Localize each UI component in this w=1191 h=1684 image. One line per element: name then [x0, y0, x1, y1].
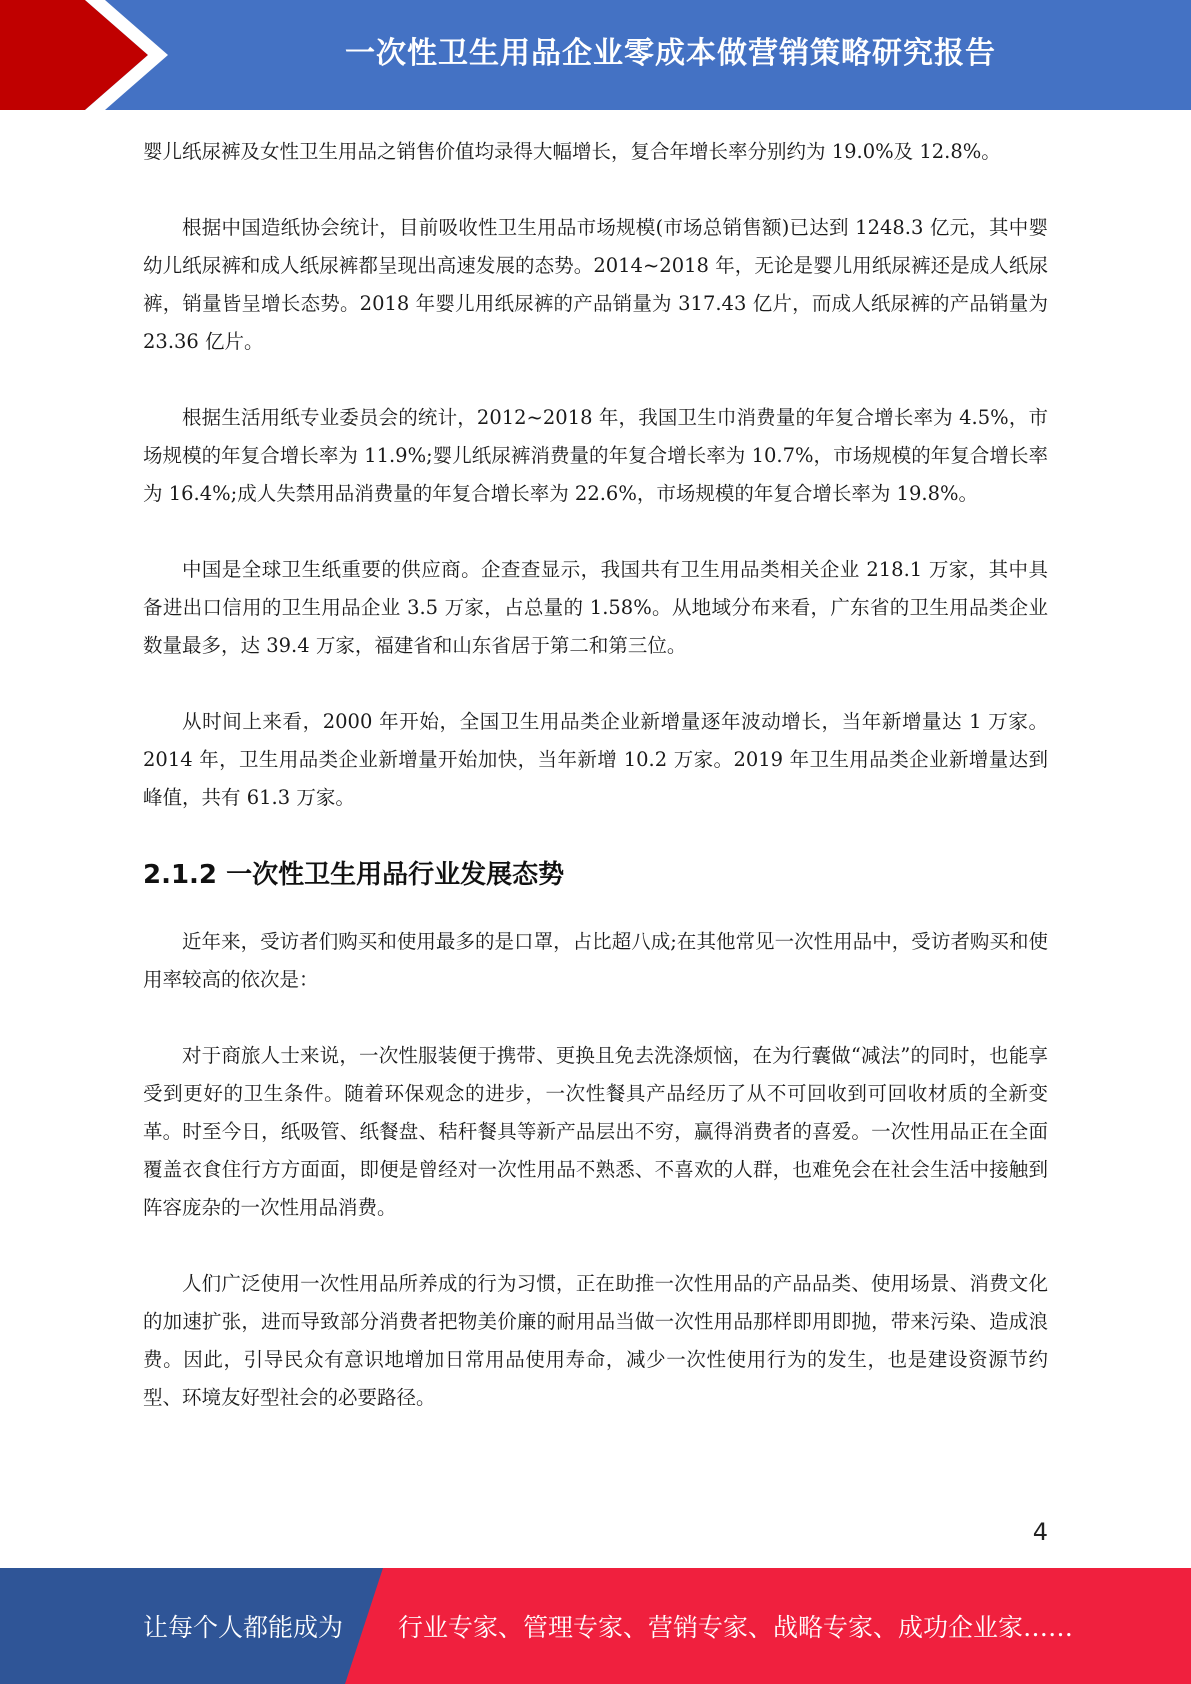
paragraph: 婴儿纸尿裤及女性卫生用品之销售价值均录得大幅增长，复合年增长率分别约为 19.0%及 12.8%。: [143, 140, 1001, 163]
page-footer: [0, 1568, 1191, 1684]
paragraph: 中国是全球卫生纸重要的供应商。企查查显示，我国共有卫生用品类相关企业 218.1 万家，其中具备进出口信用的卫生用品企业 3.5 万家，占总量的 1.58%。从地域分布来看，广东省的卫生用品类企业数量最多，达 39.4 万家，福建省和山东省居于第二和第三位。: [143, 558, 1048, 657]
paragraph: 根据中国造纸协会统计，目前吸收性卫生用品市场规模(市场总销售额)已达到 1248.3 亿元，其中婴幼儿纸尿裤和成人纸尿裤都呈现出高速发展的态势。2014~2018 年，无论是婴儿用纸尿裤还是成人纸尿裤，销量皆呈增长态势。2018 年婴儿用纸尿裤的产品销量为 317.43 亿片，而成人纸尿裤的产品销量为 23.36 亿片。: [143, 216, 1048, 353]
paragraph: 根据生活用纸专业委员会的统计，2012~2018 年，我国卫生巾消费量的年复合增长率为 4.5%，市场规模的年复合增长率为 11.9%;婴儿纸尿裤消费量的年复合增长率为 10.7%，市场规模的年复合增长率为 16.4%;成人失禁用品消费量的年复合增长率为 22.6%，市场规模的年复合增长率为 19.8%。: [143, 406, 1048, 505]
page-number: 4: [1032, 1518, 1048, 1546]
page-content: [143, 133, 1048, 1455]
paragraph: 近年来，受访者们购买和使用最多的是口罩，占比超八成;在其他常见一次性用品中，受访者购买和使用率较高的依次是：: [143, 930, 1048, 991]
paragraph: 从时间上来看，2000 年开始，全国卫生用品类企业新增量逐年波动增长，当年新增量达 1 万家。2014 年，卫生用品类企业新增量开始加快，当年新增 10.2 万家。2019 年卫生用品类企业新增量达到峰值，共有 61.3 万家。: [143, 710, 1048, 809]
paragraph: 人们广泛使用一次性用品所养成的行为习惯，正在助推一次性用品的产品品类、使用场景、消费文化的加速扩张，进而导致部分消费者把物美价廉的耐用品当做一次性用品那样即用即抛，带来污染、造成浪费。因此，引导民众有意识地增加日常用品使用寿命，减少一次性使用行为的发生，也是建设资源节约型、环境友好型社会的必要路径。: [143, 1272, 1048, 1409]
report-title: 一次性卫生用品企业零成本做营销策略研究报告: [345, 36, 996, 71]
page-header: [0, 0, 1191, 110]
footer-slogan-right: 行业专家、管理专家、营销专家、战略专家、成功企业家……: [398, 1613, 1074, 1642]
paragraph: 对于商旅人士来说，一次性服装便于携带、更换且免去洗涤烦恼，在为行囊做“减法”的同时，也能享受到更好的卫生条件。随着环保观念的进步，一次性餐具产品经历了从不可回收到可回收材质的全新变革。时至今日，纸吸管、纸餐盘、秸秆餐具等新产品层出不穷，赢得消费者的喜爱。一次性用品正在全面覆盖衣食住行方方面面，即便是曾经对一次性用品不熟悉、不喜欢的人群，也难免会在社会生活中接触到阵容庞杂的一次性用品消费。: [143, 1044, 1048, 1219]
footer-slogan-left: 让每个人都能成为: [143, 1613, 344, 1642]
section-heading: 2.1.2 一次性卫生用品行业发展态势: [143, 860, 565, 890]
